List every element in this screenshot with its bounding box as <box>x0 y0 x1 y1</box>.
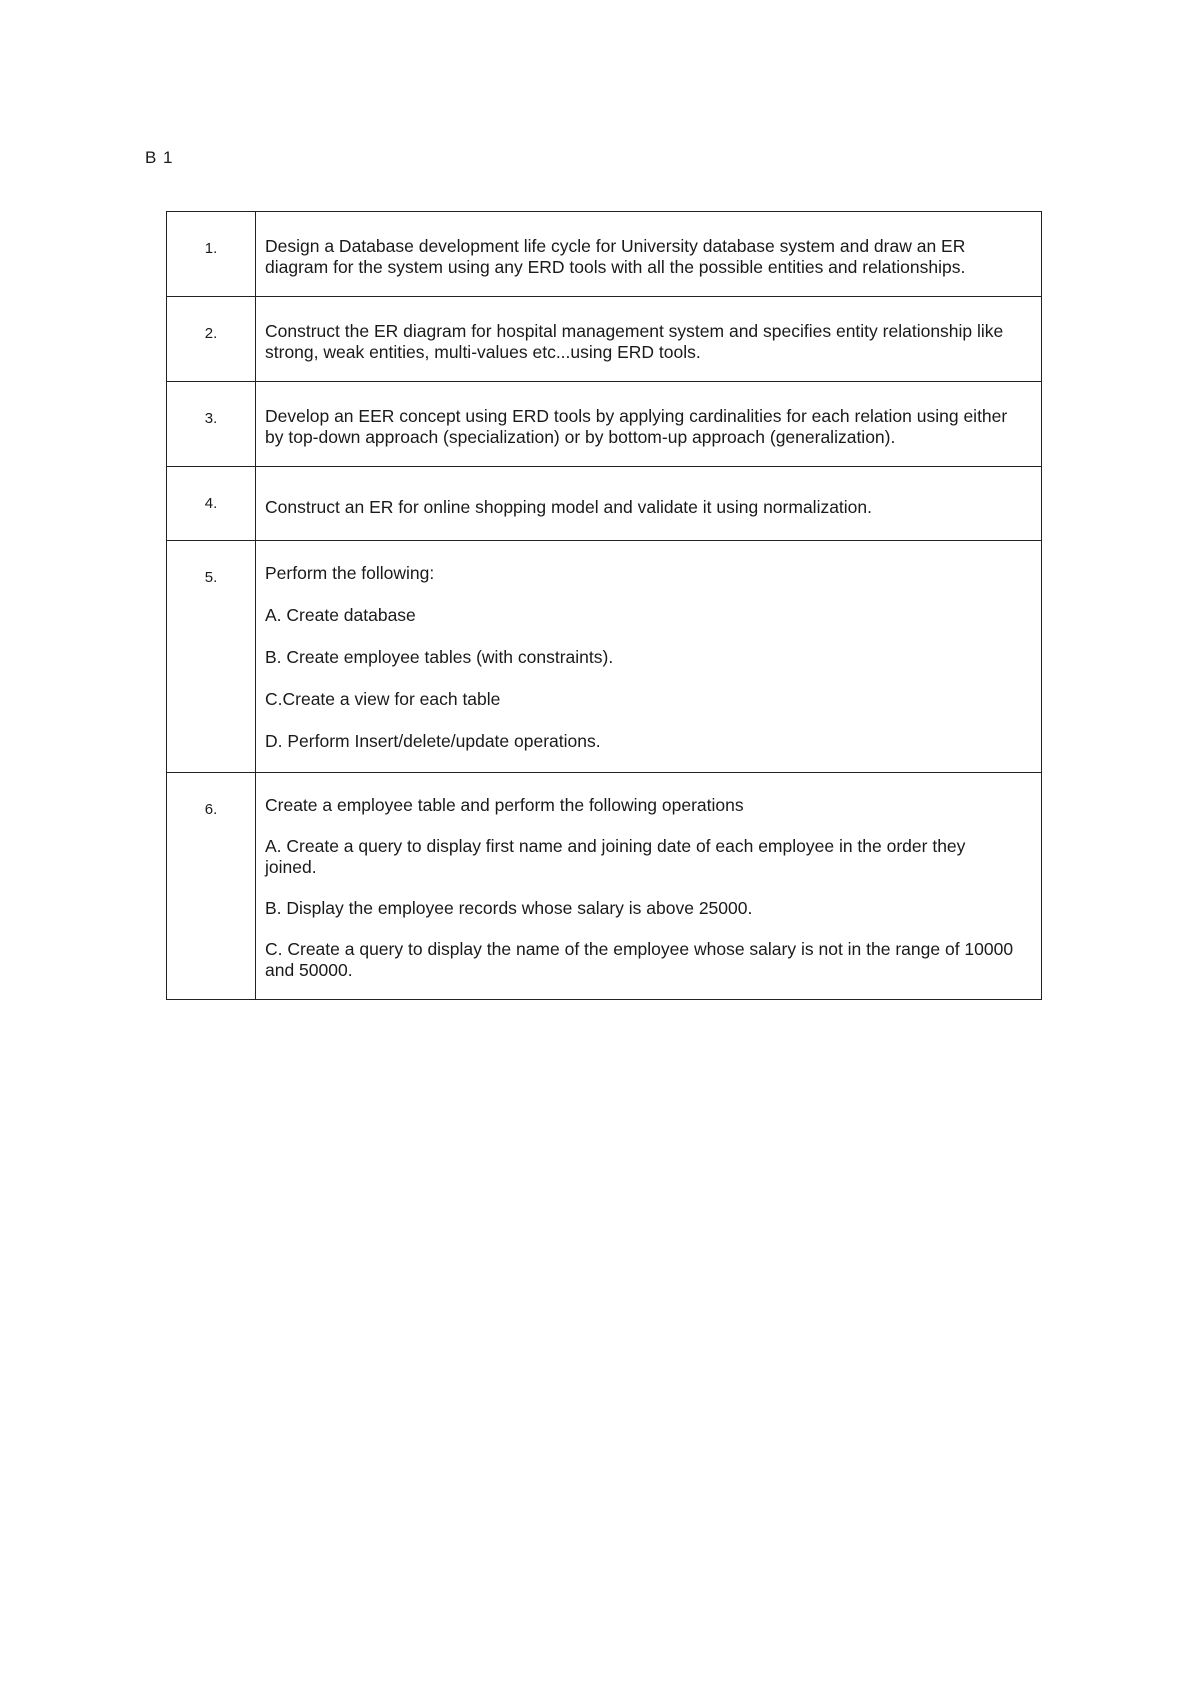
question-row-5 <box>167 541 1042 773</box>
page-label: B 1 <box>145 148 174 167</box>
question-text <box>256 382 1042 467</box>
question-number: 3. <box>167 382 256 467</box>
question-number: 1. <box>167 212 256 297</box>
question-text <box>256 212 1042 297</box>
question-line: Design a Database development life cycle for University database system and draw an ER diagram for the system using any ERD tools with all the possible entities and relationships. <box>265 236 966 277</box>
question-line: Construct an ER for online shopping model and validate it using normalization. <box>265 497 873 517</box>
sub-item-d: D. Perform Insert/delete/update operations. <box>265 731 601 751</box>
question-text <box>256 467 1042 541</box>
question-row-4 <box>167 467 1042 541</box>
sub-item-b: B. Create employee tables (with constraints). <box>265 647 614 667</box>
question-intro: Create a employee table and perform the following operations <box>265 795 744 815</box>
question-number: 5. <box>167 541 256 773</box>
sub-item-b: B. Display the employee records whose salary is above 25000. <box>265 898 753 918</box>
questions-table <box>166 211 1042 1000</box>
question-text <box>256 773 1042 1000</box>
question-intro: Perform the following: <box>265 563 435 583</box>
question-row-1 <box>167 212 1042 297</box>
question-line: Develop an EER concept using ERD tools by applying cardinalities for each relation using either by top-down approach (specialization) or by bottom-up approach (generalization). <box>265 406 1008 447</box>
sub-item-a: A. Create database <box>265 605 416 625</box>
sub-item-c: C.Create a view for each table <box>265 689 501 709</box>
question-text <box>256 297 1042 382</box>
sub-item-a: A. Create a query to display first name and joining date of each employee in the order they joined. <box>265 836 966 877</box>
question-number: 6. <box>167 773 256 1000</box>
question-line: Construct the ER diagram for hospital management system and specifies entity relationship like strong, weak entities, multi-values etc...using ERD tools. <box>265 321 1004 362</box>
question-row-6 <box>167 773 1042 1000</box>
question-row-3 <box>167 382 1042 467</box>
question-number: 2. <box>167 297 256 382</box>
question-row-2 <box>167 297 1042 382</box>
question-number: 4. <box>167 467 256 541</box>
sub-item-c: C. Create a query to display the name of the employee whose salary is not in the range of 10000 and 50000. <box>265 939 1014 980</box>
question-text <box>256 541 1042 773</box>
